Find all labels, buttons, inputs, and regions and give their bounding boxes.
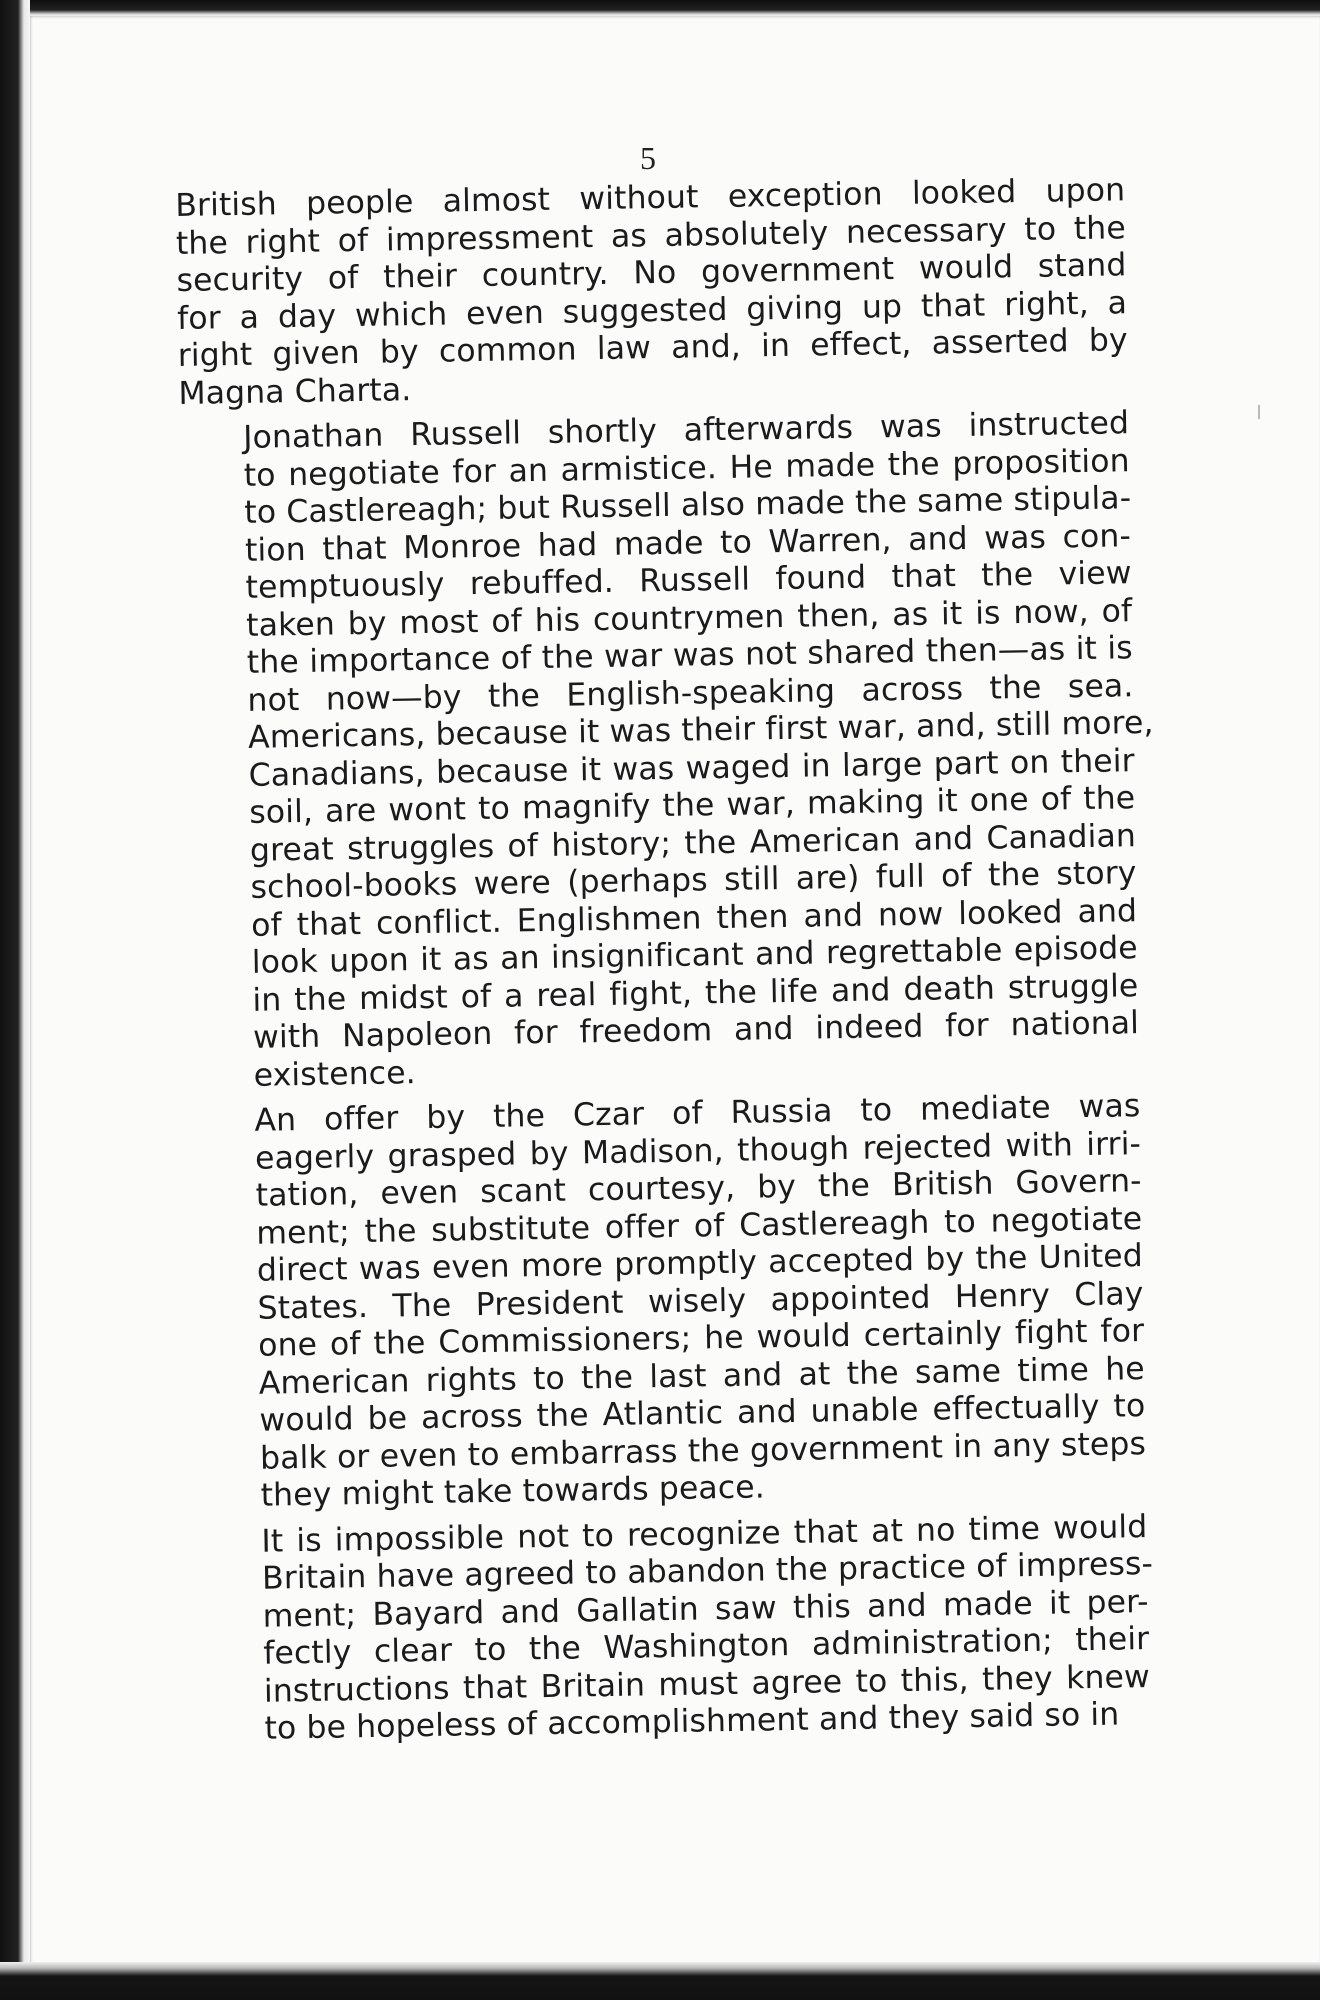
text-line: of that conflict. Englishmen then and now looked and [250, 892, 1138, 944]
text-line: Jonathan Russell shortly afterwards was instructed [242, 405, 1130, 456]
scan-bottom-edge [0, 1962, 1320, 2000]
scan-speck [1258, 405, 1260, 419]
paragraph [197, 1508, 1154, 1750]
scan-left-edge [0, 0, 30, 2000]
text-line: taken by most of his countrymen then, as it is now, of [245, 592, 1133, 644]
text-line: existence. [253, 1054, 417, 1094]
text-line: right given by common law and, in effect, asserted by [177, 322, 1128, 374]
text-line: instructions that Britain must agree to this, they knew [263, 1658, 1151, 1710]
text-line: Canadians, because it was waged in large part on their [248, 742, 1135, 794]
paragraph [190, 1088, 1147, 1516]
paragraph [175, 172, 1129, 413]
text-line: not now—by the English-speaking across the sea. [247, 667, 1134, 719]
text-line: An offer by the Czar of Russia to mediate was [254, 1088, 1141, 1139]
text-line: one of the Commissioners; he would certainly fight for [257, 1313, 1145, 1364]
text-line: soil, are wont to magnify the war, making it one of the [249, 780, 1136, 831]
text-line: British people almost without exception looked upon [175, 172, 1126, 224]
text-line: the importance of the war was not shared then—as it is [246, 630, 1134, 681]
text-line: for a day which even suggested giving up that right, a [176, 284, 1128, 337]
text-line: to Castlereagh; but Russell also made the same stipula- [244, 480, 1132, 531]
body-text [175, 172, 1154, 1757]
text-line: to negotiate for an armistice. He made the proposition [243, 442, 1130, 494]
page-number: 5 [640, 140, 656, 176]
text-line: with Napoleon for freedom and indeed for national [252, 1005, 1140, 1056]
text-line: direct was even more promptly accepted by the United [256, 1238, 1144, 1289]
text-line: Magna Charta. [178, 371, 412, 412]
text-line: It is impossible not to recognize that at no time would [261, 1508, 1148, 1560]
text-line: great struggles of history; the American and Canadian [249, 817, 1137, 869]
text-line: tion that Monroe had made to Warren, and was con- [244, 517, 1132, 569]
text-line: Americans, because it was their first war, and, still more, [247, 704, 1154, 756]
text-line: American rights to the last and at the same time he [258, 1350, 1146, 1402]
text-line: fectly clear to the Washington administration; their [263, 1621, 1150, 1672]
text-line: the right of impressment as absolutely necessary to the [175, 209, 1127, 262]
text-line: they might take towards peace. [260, 1469, 766, 1514]
text-line: ment; Bayard and Gallatin saw this and made it per- [262, 1583, 1149, 1635]
text-line: in the midst of a real fight, the life and death struggle [252, 967, 1139, 1019]
text-line: security of their country. No government would stand [176, 247, 1127, 299]
text-line: balk or even to embarrass the government in any steps [259, 1425, 1147, 1477]
scan-top-edge [0, 0, 1320, 16]
text-line: eagerly grasped by Madison, though rejected with irri- [254, 1125, 1142, 1177]
text-line: ment; the substitute offer of Castlereagh to negotiate [256, 1200, 1143, 1252]
text-line: Britain have agreed to abandon the practice of impress- [261, 1545, 1154, 1597]
text-line: look upon it as an insignificant and regrettable episode [251, 930, 1139, 981]
text-line: to be hopeless of accomplishment and they said so in [264, 1696, 1120, 1747]
text-line: tation, even scant courtesy, by the British Govern- [255, 1163, 1142, 1214]
text-line: temptuously rebuffed. Russell found that the view [245, 555, 1132, 606]
text-line: would be across the Atlantic and unable effectually to [259, 1388, 1146, 1439]
paragraph [179, 405, 1154, 1096]
text-line: school-books were (perhaps still are) full of the story [250, 855, 1137, 906]
text-line: States. The President wisely appointed Henry Clay [257, 1275, 1144, 1327]
